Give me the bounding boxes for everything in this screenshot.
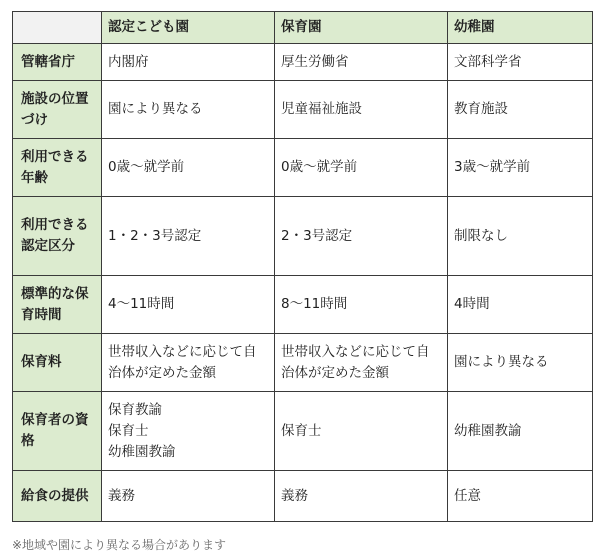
table-cell: 制限なし — [448, 197, 593, 276]
comparison-table — [12, 11, 593, 522]
table-cell: 0歳～就学前 — [102, 139, 275, 197]
table-row — [13, 44, 593, 81]
row-label: 利用できる年齢 — [13, 139, 102, 197]
table-cell: 4時間 — [448, 276, 593, 334]
table-cell: 世帯収入などに応じて自治体が定めた金額 — [275, 334, 448, 392]
table-row — [13, 471, 593, 522]
table-cell: 幼稚園教諭 — [448, 392, 593, 471]
row-label: 保育者の資格 — [13, 392, 102, 471]
row-label: 利用できる認定区分 — [13, 197, 102, 276]
table-cell: 文部科学省 — [448, 44, 593, 81]
table-header-row — [13, 12, 593, 44]
table-cell: 3歳～就学前 — [448, 139, 593, 197]
table-cell: 児童福祉施設 — [275, 81, 448, 139]
row-label: 給食の提供 — [13, 471, 102, 522]
table-cell: 8～11時間 — [275, 276, 448, 334]
table-cell: 保育教諭 保育士 幼稚園教諭 — [102, 392, 275, 471]
comparison-table-container — [12, 11, 592, 522]
table-cell: 義務 — [275, 471, 448, 522]
table-cell: 世帯収入などに応じて自治体が定めた金額 — [102, 334, 275, 392]
header-youchien: 幼稚園 — [448, 12, 593, 44]
header-nintei-kodomoen: 認定こども園 — [102, 12, 275, 44]
row-label: 標準的な保育時間 — [13, 276, 102, 334]
table-cell: 内閣府 — [102, 44, 275, 81]
row-label: 保育料 — [13, 334, 102, 392]
table-cell: 園により異なる — [448, 334, 593, 392]
table-cell: 0歳～就学前 — [275, 139, 448, 197]
table-row — [13, 334, 593, 392]
header-hoikuen: 保育園 — [275, 12, 448, 44]
table-row — [13, 392, 593, 471]
table-cell: 厚生労働省 — [275, 44, 448, 81]
row-label: 施設の位置づけ — [13, 81, 102, 139]
table-row — [13, 197, 593, 276]
table-row — [13, 81, 593, 139]
table-cell: 任意 — [448, 471, 593, 522]
table-cell: 2・3号認定 — [275, 197, 448, 276]
row-label: 管轄省庁 — [13, 44, 102, 81]
table-cell: 4～11時間 — [102, 276, 275, 334]
header-corner-cell — [13, 12, 102, 44]
table-cell: 園により異なる — [102, 81, 275, 139]
table-cell: 保育士 — [275, 392, 448, 471]
table-cell: 教育施設 — [448, 81, 593, 139]
table-cell: 義務 — [102, 471, 275, 522]
table-row — [13, 139, 593, 197]
table-cell: 1・2・3号認定 — [102, 197, 275, 276]
footnote: ※地域や園により異なる場合があります — [12, 538, 227, 552]
table-row — [13, 276, 593, 334]
